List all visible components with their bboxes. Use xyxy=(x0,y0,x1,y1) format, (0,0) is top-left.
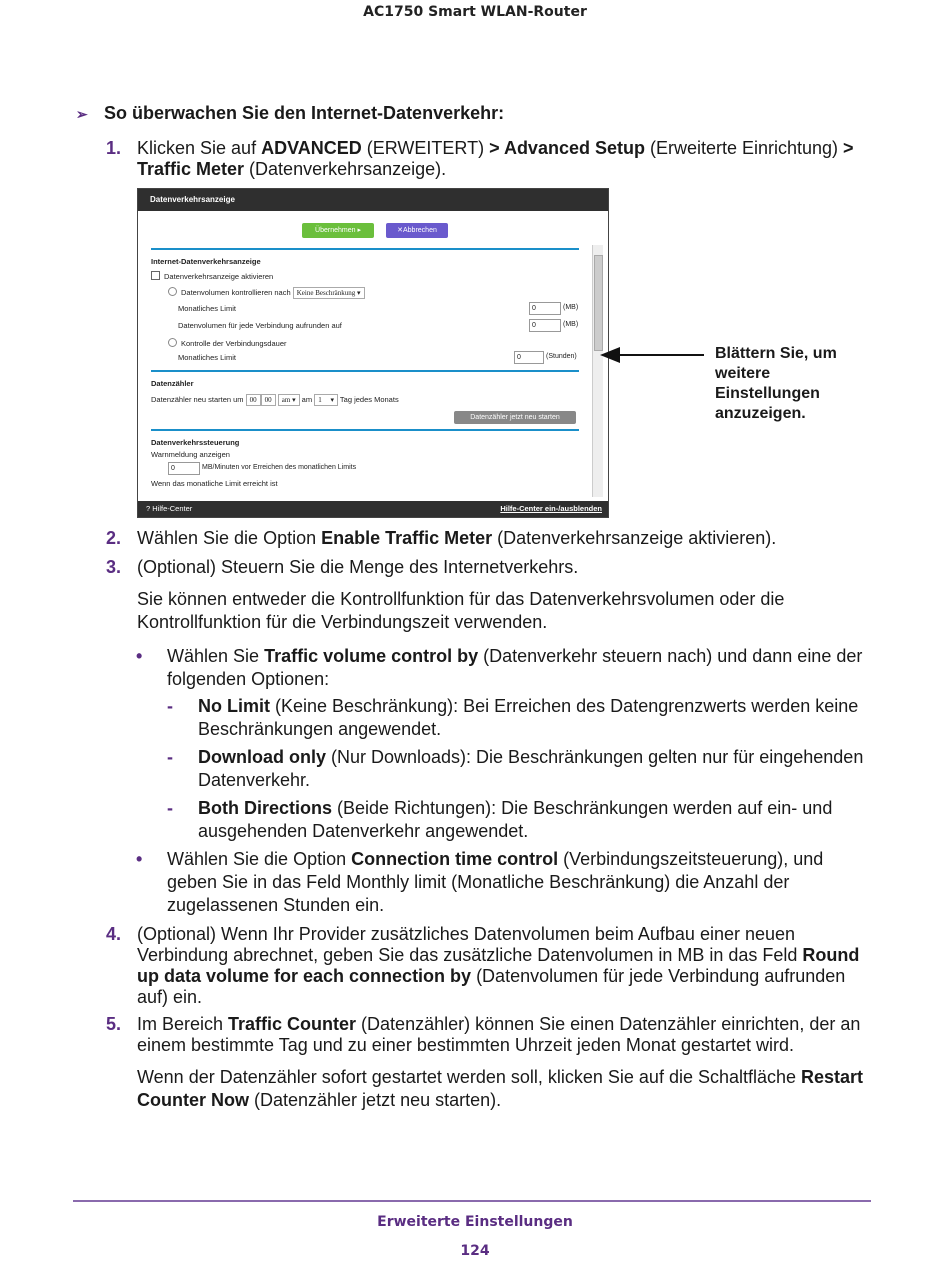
section-control: Datenverkehrssteuerung xyxy=(151,438,240,447)
help-bar xyxy=(138,501,608,517)
section-counter: Datenzähler xyxy=(151,379,194,388)
hours-input[interactable]: 0 xyxy=(514,351,544,364)
restart-counter-button[interactable]: Datenzähler jetzt neu starten xyxy=(454,411,576,424)
day-suffix: Tag jedes Monats xyxy=(339,395,399,404)
ampm-value: am xyxy=(281,396,291,404)
callout-line xyxy=(616,354,704,356)
step-number: 5. xyxy=(106,1014,122,1034)
restart-at-row xyxy=(151,394,399,406)
warn-input[interactable]: 0 xyxy=(168,462,200,475)
bold-term: Round up data volume for each connection by xyxy=(137,945,860,986)
help-toggle-link[interactable]: Hilfe-Center ein-/ausblenden xyxy=(500,504,602,513)
volume-radio-row[interactable] xyxy=(168,287,365,299)
unit-mb-2: (MB) xyxy=(563,321,579,328)
ampm-select[interactable]: am ▾ xyxy=(278,394,300,406)
dash-text xyxy=(198,695,868,741)
step-number: 4. xyxy=(106,924,122,944)
section-title: So überwachen Sie den Internet-Datenverkehr: xyxy=(104,103,505,123)
dash-mark: - xyxy=(167,798,173,818)
callout-text: Blättern Sie, um weitere Einstellungen anzuzeigen. xyxy=(715,345,837,422)
step-text xyxy=(137,1014,877,1056)
step-text xyxy=(137,924,877,1008)
section-traffic-meter: Internet-Datenverkehrsanzeige xyxy=(151,257,261,266)
warn-suffix: MB/Minuten vor Erreichen des monatlichen Limits xyxy=(202,464,357,471)
roundup-input[interactable]: 0 xyxy=(529,319,561,332)
step-text xyxy=(137,528,877,549)
bullet-dot: • xyxy=(136,849,143,869)
bold-term: ADVANCED xyxy=(261,138,362,158)
paragraph: Sie können entweder die Kontrollfunktion für das Datenverkehrsvolumen oder die Kontrollfunktion für die Verbindungszeit verwenden. xyxy=(137,589,785,632)
cancel-button[interactable]: ✕Abbrechen xyxy=(386,223,448,238)
step-number: 3. xyxy=(106,557,122,577)
hour-input[interactable]: 00 xyxy=(246,394,261,406)
text-run: (Datenverkehrsanzeige). xyxy=(244,159,447,179)
text-run: (Optional) Wenn Ihr Provider zusätzliches Datenvolumen beim Aufbau einer neuen Verbindung abrechnet, geben Sie das zusätzliche Datenvolumen in MB in das Feld xyxy=(137,924,803,965)
text-run: Im Bereich xyxy=(137,1014,229,1034)
text-run: (Verbindungszeitsteuerung), und geben Sie in das Feld Monthly limit (Monatliche Beschränkung) die Anzahl der zugelassenen Stunden ein. xyxy=(167,849,824,915)
enable-label: Datenverkehrsanzeige aktivieren xyxy=(164,272,274,281)
text-run: Klicken Sie auf xyxy=(137,138,262,158)
running-header: AC1750 Smart WLAN-Router xyxy=(363,4,587,20)
text-run: (Beide Richtungen): Die Beschränkungen werden auf ein- und ausgehenden Datenverkehr angewendet. xyxy=(198,798,833,841)
dash-mark: - xyxy=(167,747,173,767)
bullet-text xyxy=(167,848,867,917)
text-run: (Datenvolumen für jede Verbindung aufrunden auf) ein. xyxy=(137,966,846,1007)
help-center-link[interactable]: ? Hilfe-Center xyxy=(146,504,193,513)
step-number: 2. xyxy=(106,528,122,548)
unit-hours: (Stunden) xyxy=(546,353,577,360)
dash-text xyxy=(198,746,868,792)
day-value: 1 xyxy=(318,396,322,404)
step-text xyxy=(137,557,877,578)
bold-term: Traffic volume control by xyxy=(264,646,479,666)
bold-term: Download only xyxy=(198,747,326,767)
router-screenshot xyxy=(137,188,609,518)
text-run: Wählen Sie die Option xyxy=(167,849,352,869)
enable-checkbox[interactable] xyxy=(151,271,160,280)
arrow-bullet-icon: ➢ xyxy=(76,106,88,122)
scrollbar-thumb[interactable] xyxy=(594,255,603,351)
volume-select-value: Keine Beschränkung xyxy=(296,289,356,297)
text-run: Wählen Sie xyxy=(167,646,265,666)
volume-label: Datenvolumen kontrollieren nach xyxy=(181,288,291,297)
step-number: 1. xyxy=(106,138,122,158)
text-run: Wählen Sie die Option xyxy=(137,528,322,548)
divider xyxy=(151,429,579,431)
bold-term: No Limit xyxy=(198,696,270,716)
monthly-limit-input[interactable]: 0 xyxy=(529,302,561,315)
bold-term: > Advanced Setup xyxy=(489,138,645,158)
page-number: 124 xyxy=(460,1243,490,1259)
bullet-text xyxy=(167,645,867,691)
bullet-dot: • xyxy=(136,646,143,666)
conn-time-radio[interactable] xyxy=(168,338,177,347)
monthly-limit-hours-label: Monatliches Limit xyxy=(178,353,236,362)
text-run: (Optional) Steuern Sie die Menge des Internetverkehrs. xyxy=(137,557,579,577)
bold-term: Enable Traffic Meter xyxy=(321,528,493,548)
text-run: (ERWEITERT) xyxy=(361,138,490,158)
dash-text xyxy=(198,797,868,843)
footer-title: Erweiterte Einstellungen xyxy=(377,1214,573,1230)
divider xyxy=(151,370,579,372)
text-run: (Datenzähler jetzt neu starten). xyxy=(249,1090,502,1110)
divider xyxy=(151,248,579,250)
roundup-label: Datenvolumen für jede Verbindung aufrunden auf xyxy=(178,321,342,330)
bold-term: > Traffic Meter xyxy=(137,138,854,179)
footer-rule xyxy=(73,1200,871,1202)
button-row xyxy=(138,223,608,239)
conn-time-label: Kontrolle der Verbindungsdauer xyxy=(181,339,287,348)
bold-term: Restart Counter Now xyxy=(137,1067,864,1110)
paragraph xyxy=(137,1066,877,1112)
conn-time-radio-row[interactable] xyxy=(168,338,287,348)
volume-radio[interactable] xyxy=(168,287,177,296)
apply-button[interactable]: Übernehmen ▸ xyxy=(302,223,374,238)
text-run: (Nur Downloads): Die Beschränkungen gelten nur für eingehenden Datenverkehr. xyxy=(198,747,864,790)
help-center-label: Hilfe-Center xyxy=(152,504,193,513)
minute-input[interactable]: 00 xyxy=(261,394,276,406)
volume-select[interactable]: Keine Beschränkung ▾ xyxy=(293,287,365,299)
text-run: Wenn der Datenzähler sofort gestartet werden soll, klicken Sie auf die Schaltfläche xyxy=(137,1067,802,1087)
bold-term: Connection time control xyxy=(351,849,559,869)
text-run: (Datenverkehrsanzeige aktivieren). xyxy=(492,528,777,548)
warn-label: Warnmeldung anzeigen xyxy=(151,450,230,459)
text-run: (Keine Beschränkung): Bei Erreichen des Datengrenzwerts werden keine Beschränkungen angewendet. xyxy=(198,696,859,739)
unit-mb: (MB) xyxy=(563,304,579,311)
bold-term: Traffic Counter xyxy=(228,1014,357,1034)
when-reached-label: Wenn das monatliche Limit erreicht ist xyxy=(151,479,278,488)
step-text xyxy=(137,138,877,180)
text-run: (Datenzähler) können Sie einen Datenzähler einrichten, der an einem bestimmte Tag und zu einer bestimmten Uhrzeit jeden Monat gestartet wird. xyxy=(137,1014,861,1055)
enable-checkbox-row[interactable] xyxy=(151,271,273,281)
text-run: (Datenverkehr steuern nach) und dann eine der folgenden Optionen: xyxy=(167,646,863,689)
day-select[interactable]: 1 ▾ xyxy=(314,394,338,406)
screenshot-title: Datenverkehrsanzeige xyxy=(138,189,608,211)
bold-term: Both Directions xyxy=(198,798,333,818)
restart-at-label: Datenzähler neu starten um xyxy=(151,395,244,404)
scrollbar[interactable] xyxy=(592,245,603,497)
dash-mark: - xyxy=(167,696,173,716)
section-heading xyxy=(76,103,504,124)
am-label: am xyxy=(301,395,313,404)
monthly-limit-label: Monatliches Limit xyxy=(178,304,236,313)
text-run: (Erweiterte Einrichtung) xyxy=(644,138,844,158)
